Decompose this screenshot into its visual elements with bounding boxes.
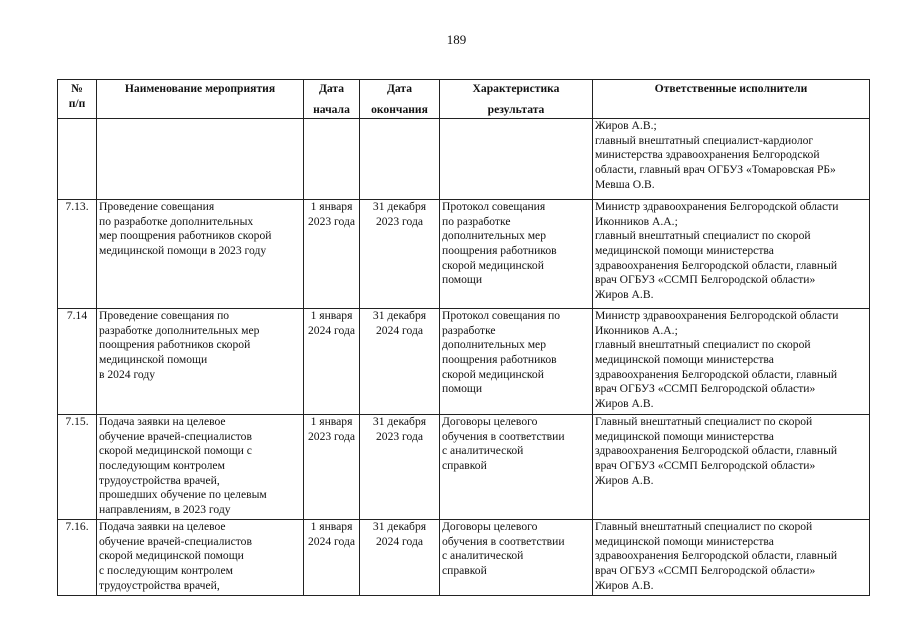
activity-name-line: по разработке дополнительных bbox=[99, 214, 254, 228]
result-description-line: по разработке bbox=[442, 214, 511, 228]
responsible-persons-line: Иконников А.А.; bbox=[595, 214, 678, 228]
responsible-persons-line: медицинской помощи министерства bbox=[595, 429, 774, 443]
end-date-line: 2023 года bbox=[375, 429, 424, 443]
result-description-line: поощрения работников bbox=[442, 243, 557, 257]
start-date-line: 2023 года bbox=[307, 429, 356, 443]
activity-name-line: последующим контролем bbox=[99, 458, 225, 472]
activity-name-line: мер поощрения работников скорой bbox=[99, 229, 272, 243]
start-date-line: 1 января bbox=[310, 309, 353, 323]
result-description-line: с аналитической bbox=[442, 549, 524, 563]
responsible-persons-line: врач ОГБУЗ «ССМП Белгородской области» bbox=[595, 382, 816, 396]
result-description-line: Договоры целевого bbox=[442, 415, 538, 429]
result-description-line: скорой медицинской bbox=[442, 367, 544, 381]
header-start-date: Дата начала bbox=[304, 80, 360, 119]
result-description-line: справкой bbox=[442, 563, 487, 577]
end-date-cell bbox=[360, 520, 440, 596]
activity-name-line: поощрения работников скорой bbox=[99, 338, 251, 352]
responsible-persons-line: Жиров А.В.; bbox=[595, 119, 657, 133]
activity-name-line: Проведение совещания bbox=[99, 200, 215, 214]
activity-name-line: Подача заявки на целевое bbox=[99, 520, 226, 534]
activity-name-line: медицинской помощи в 2023 году bbox=[99, 243, 267, 257]
responsible-persons-cell bbox=[593, 200, 870, 309]
responsible-persons-line: министерства здравоохранения Белгородской bbox=[595, 148, 820, 162]
result-description-line: дополнительных мер bbox=[442, 338, 546, 352]
responsible-persons-line: главный внештатный специалист по скорой bbox=[595, 229, 811, 243]
start-date-line: 2024 года bbox=[307, 323, 356, 337]
result-description-line: обучения в соответствии bbox=[442, 429, 565, 443]
table-row bbox=[58, 119, 870, 200]
responsible-persons-line: главный внештатный специалист-кардиолог bbox=[595, 133, 814, 147]
activity-name-line: обучение врачей-специалистов bbox=[99, 534, 252, 548]
activity-name-cell bbox=[97, 200, 304, 309]
responsible-persons-line: медицинской помощи министерства bbox=[595, 534, 774, 548]
result-description-line: помощи bbox=[442, 273, 483, 287]
end-date-line: 31 декабря bbox=[372, 309, 427, 323]
table-header-row bbox=[58, 80, 870, 119]
responsible-persons-line: Жиров А.В. bbox=[595, 287, 654, 301]
result-description-cell bbox=[440, 200, 593, 309]
responsible-persons-line: здравоохранения Белгородской области, главный bbox=[595, 444, 838, 458]
result-description-line: справкой bbox=[442, 458, 487, 472]
result-description-line: разработке bbox=[442, 323, 496, 337]
activity-name-line: прошедших обучение по целевым bbox=[99, 488, 267, 502]
result-description-line: с аналитической bbox=[442, 444, 524, 458]
activity-name-line: направлениям, в 2023 году bbox=[99, 502, 231, 516]
table-row bbox=[58, 309, 870, 415]
responsible-persons-line: Жиров А.В. bbox=[595, 578, 654, 592]
responsible-persons-line: Главный внештатный специалист по скорой bbox=[595, 520, 813, 534]
end-date-line: 2024 года bbox=[375, 323, 424, 337]
responsible-persons-cell bbox=[593, 520, 870, 596]
responsible-persons-line: Жиров А.В. bbox=[595, 473, 654, 487]
activity-name-cell bbox=[97, 415, 304, 520]
responsible-persons-line: медицинской помощи министерства bbox=[595, 352, 774, 366]
row-number-cell: 7.16. bbox=[58, 520, 97, 596]
activity-name-line: скорой медицинской помощи bbox=[99, 549, 244, 563]
start-date-cell bbox=[304, 520, 360, 596]
header-responsible: Ответственные исполнители bbox=[593, 80, 870, 119]
responsible-persons-line: здравоохранения Белгородской области, главный bbox=[595, 258, 838, 272]
responsible-persons-line: здравоохранения Белгородской области, главный bbox=[595, 549, 838, 563]
responsible-persons-line: главный внештатный специалист по скорой bbox=[595, 338, 811, 352]
start-date-cell bbox=[304, 309, 360, 415]
responsible-persons-line: Жиров А.В. bbox=[595, 396, 654, 410]
result-description-cell bbox=[440, 415, 593, 520]
start-date-cell bbox=[304, 119, 360, 200]
activity-name-line: Проведение совещания по bbox=[99, 309, 230, 323]
row-number-cell: 7.15. bbox=[58, 415, 97, 520]
responsible-persons-cell bbox=[593, 415, 870, 520]
activity-name-line: трудоустройства врачей, bbox=[99, 473, 220, 487]
activity-name-line: скорой медицинской помощи с bbox=[99, 444, 252, 458]
start-date-line: 2024 года bbox=[307, 534, 356, 548]
activity-name-cell bbox=[97, 119, 304, 200]
row-number-cell: 7.13. bbox=[58, 200, 97, 309]
responsible-persons-line: Министр здравоохранения Белгородской области bbox=[595, 200, 839, 214]
start-date-cell bbox=[304, 200, 360, 309]
result-description-cell bbox=[440, 520, 593, 596]
responsible-persons-line: врач ОГБУЗ «ССМП Белгородской области» bbox=[595, 563, 816, 577]
activity-name-line: обучение врачей-специалистов bbox=[99, 429, 252, 443]
responsible-persons-line: Мевша О.В. bbox=[595, 177, 655, 191]
result-description-cell bbox=[440, 119, 593, 200]
activity-name-cell bbox=[97, 309, 304, 415]
responsible-persons-line: Главный внештатный специалист по скорой bbox=[595, 415, 813, 429]
header-name: Наименование мероприятия bbox=[97, 80, 304, 119]
activity-name-cell bbox=[97, 520, 304, 596]
end-date-cell bbox=[360, 200, 440, 309]
end-date-line: 2023 года bbox=[375, 214, 424, 228]
responsible-persons-cell bbox=[593, 119, 870, 200]
result-description-line: поощрения работников bbox=[442, 352, 557, 366]
responsible-persons-line: Министр здравоохранения Белгородской области bbox=[595, 309, 839, 323]
activities-table bbox=[57, 79, 870, 596]
responsible-persons-line: здравоохранения Белгородской области, главный bbox=[595, 367, 838, 381]
table-row bbox=[58, 415, 870, 520]
result-description-line: помощи bbox=[442, 382, 483, 396]
start-date-line: 2023 года bbox=[307, 214, 356, 228]
responsible-persons-line: врач ОГБУЗ «ССМП Белгородской области» bbox=[595, 458, 816, 472]
header-num: № п/п bbox=[58, 80, 97, 119]
table-row bbox=[58, 520, 870, 596]
page-number: 189 bbox=[446, 32, 467, 47]
result-description-line: Протокол совещания bbox=[442, 200, 546, 214]
end-date-cell bbox=[360, 119, 440, 200]
activity-name-line: с последующим контролем bbox=[99, 563, 233, 577]
end-date-line: 31 декабря bbox=[372, 200, 427, 214]
responsible-persons-line: медицинской помощи министерства bbox=[595, 243, 774, 257]
result-description-line: обучения в соответствии bbox=[442, 534, 565, 548]
end-date-line: 31 декабря bbox=[372, 520, 427, 534]
start-date-cell bbox=[304, 415, 360, 520]
start-date-line: 1 января bbox=[310, 520, 353, 534]
header-result: Характеристика результата bbox=[440, 80, 593, 119]
activity-name-line: медицинской помощи bbox=[99, 352, 208, 366]
responsible-persons-line: области, главный врач ОГБУЗ «Томаровская РБ» bbox=[595, 162, 836, 176]
end-date-cell bbox=[360, 415, 440, 520]
activity-name-line: разработке дополнительных мер bbox=[99, 323, 260, 337]
result-description-line: Протокол совещания по bbox=[442, 309, 561, 323]
result-description-line: дополнительных мер bbox=[442, 229, 546, 243]
start-date-line: 1 января bbox=[310, 415, 353, 429]
result-description-line: Договоры целевого bbox=[442, 520, 538, 534]
table-row bbox=[58, 200, 870, 309]
activity-name-line: Подача заявки на целевое bbox=[99, 415, 226, 429]
row-number-cell bbox=[58, 119, 97, 200]
responsible-persons-line: врач ОГБУЗ «ССМП Белгородской области» bbox=[595, 273, 816, 287]
end-date-cell bbox=[360, 309, 440, 415]
activity-name-line: трудоустройства врачей, bbox=[99, 578, 220, 592]
header-end-date: Дата окончания bbox=[360, 80, 440, 119]
start-date-line: 1 января bbox=[310, 200, 353, 214]
responsible-persons-line: Иконников А.А.; bbox=[595, 323, 678, 337]
result-description-cell bbox=[440, 309, 593, 415]
result-description-line: скорой медицинской bbox=[442, 258, 544, 272]
responsible-persons-cell bbox=[593, 309, 870, 415]
activity-name-line: в 2024 году bbox=[99, 367, 156, 381]
end-date-line: 31 декабря bbox=[372, 415, 427, 429]
row-number-cell: 7.14 bbox=[58, 309, 97, 415]
end-date-line: 2024 года bbox=[375, 534, 424, 548]
